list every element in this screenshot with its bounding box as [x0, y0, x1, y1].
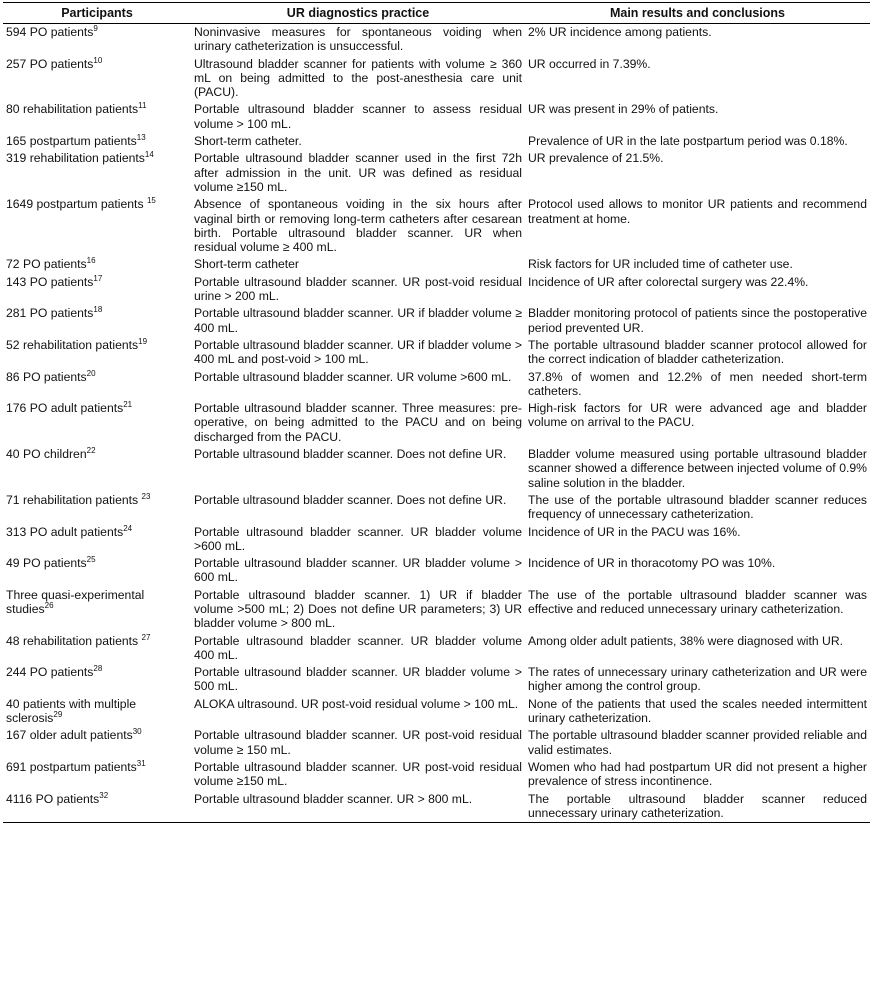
cell-practice: Absence of spontaneous voiding in the six hours after vaginal birth or removing long-term catheters after cesarean birth. Portable ultrasound bladder scanner. UR when residual volume ≥ 400 mL. [194, 197, 522, 255]
reference-number: 30 [132, 727, 142, 737]
participants-text: 71 rehabilitation patients [6, 492, 142, 507]
reference-number: 26 [44, 600, 54, 610]
table-row [3, 369, 870, 401]
table-row [3, 664, 870, 696]
participants-text: 244 PO patients [6, 665, 94, 680]
table-row [3, 555, 870, 587]
cell-results: Incidence of UR after colorectal surgery was 22.4%. [528, 274, 809, 289]
table-row [3, 256, 870, 273]
participants-text: 319 rehabilitation patients [6, 151, 145, 166]
cell-results: The portable ultrasound bladder scanner provided reliable and valid estimates. [528, 728, 867, 757]
cell-results: The portable ultrasound bladder scanner protocol allowed for the correct indication of bladder catheterization. [528, 337, 867, 367]
cell-practice: Portable ultrasound bladder scanner. Does not define UR. [194, 447, 507, 462]
cell-participants [3, 759, 191, 791]
cell-results: Risk factors for UR included time of catheter use. [528, 257, 793, 272]
cell-practice: Portable ultrasound bladder scanner. UR bladder volume > 600 mL. [194, 556, 522, 585]
participants-text: 1649 postpartum patients [6, 197, 147, 212]
cell-participants [3, 337, 191, 369]
cell-participants [3, 446, 191, 492]
reference-number: 15 [146, 196, 156, 206]
cell-results: None of the patients that used the scales needed intermittent urinary catheterization. [528, 696, 867, 726]
participants-text: 52 rehabilitation patients [6, 337, 139, 352]
cell-results: Women who had had postpartum UR did not present a higher prevalence of stress incontinence. [528, 759, 867, 789]
table-row [3, 446, 870, 492]
reference-number: 27 [141, 632, 151, 642]
reference-number: 10 [93, 55, 103, 65]
cell-participants [3, 256, 191, 273]
cell-participants [3, 56, 191, 102]
participants-text: 48 rehabilitation patients [6, 633, 142, 648]
reference-number: 13 [136, 133, 146, 143]
cell-practice: Portable ultrasound bladder scanner. Three measures: pre-operative, on being admitted to the PACU and on being discharged from the PACU. [194, 401, 522, 444]
reference-number: 23 [141, 491, 151, 501]
cell-practice: Portable ultrasound bladder scanner used in the first 72h after admission in the unit. UR was defined as residual volume ≥150 mL. [194, 151, 522, 194]
cell-results: Protocol used allows to monitor UR patients and recommend treatment at home. [528, 197, 867, 226]
reference-number: 20 [86, 368, 96, 378]
reference-number: 21 [123, 400, 133, 410]
reference-number: 24 [123, 523, 133, 533]
table-row [3, 274, 870, 306]
participants-text: 86 PO patients [6, 369, 87, 384]
cell-participants [3, 305, 191, 337]
cell-practice: Portable ultrasound bladder scanner. UR post-void residual volume ≥ 150 mL. [194, 728, 522, 757]
participants-text: 80 rehabilitation patients [6, 102, 139, 117]
participants-text: 257 PO patients [6, 56, 94, 71]
participants-text: 143 PO patients [6, 274, 94, 289]
cell-participants [3, 24, 191, 56]
table-row [3, 101, 870, 133]
participants-text: 281 PO patients [6, 306, 94, 321]
cell-participants [3, 133, 191, 150]
table-row [3, 727, 870, 759]
table-row [3, 524, 870, 556]
cell-practice: Portable ultrasound bladder scanner. UR > 800 mL. [191, 791, 525, 823]
cell-practice: Portable ultrasound bladder scanner. UR post-void residual urine > 200 mL. [194, 274, 522, 304]
participants-text: 4116 PO patients [6, 791, 100, 806]
participants-text: 40 patients with multiple sclerosis [6, 696, 137, 726]
cell-results: High-risk factors for UR were advanced age and bladder volume on arrival to the PACU. [528, 401, 867, 430]
table-row [3, 133, 870, 150]
table-header [3, 3, 870, 24]
cell-results: 2% UR incidence among patients. [528, 25, 712, 39]
cell-practice: Portable ultrasound bladder scanner. UR bladder volume 400 mL. [194, 633, 522, 662]
table-row [3, 492, 870, 524]
cell-results: Bladder volume measured using portable ultrasound bladder scanner showed a difference between injected volume of 0.9% saline solution in the bladder. [528, 447, 867, 490]
participants-text: 594 PO patients [6, 25, 94, 39]
cell-participants [3, 664, 191, 696]
studies-table [3, 2, 870, 823]
cell-practice: Portable ultrasound bladder scanner. UR bladder volume > 500 mL. [194, 665, 522, 694]
cell-practice: Short-term catheter [194, 257, 299, 272]
cell-practice: ALOKA ultrasound. UR post-void residual volume > 100 mL. [194, 696, 519, 711]
cell-participants [3, 369, 191, 401]
table-row [3, 587, 870, 633]
table-row [3, 196, 870, 256]
cell-results: 37.8% of women and 12.2% of men needed short-term catheters. [528, 369, 867, 398]
reference-number: 25 [86, 555, 96, 565]
cell-participants [3, 524, 191, 556]
table-row [3, 759, 870, 791]
cell-practice: Short-term catheter. [194, 134, 302, 149]
participants-text: 49 PO patients [6, 556, 87, 571]
table-row [3, 696, 870, 728]
cell-results: The portable ultrasound bladder scanner reduced unnecessary urinary catheterization. [525, 791, 870, 823]
reference-number: 22 [86, 445, 96, 455]
reference-number: 32 [99, 790, 109, 800]
cell-results: The use of the portable ultrasound bladder scanner reduces frequency of unnecessary catheterization. [528, 492, 867, 522]
participants-text: 313 PO adult patients [6, 524, 124, 539]
participants-text: 176 PO adult patients [6, 401, 124, 416]
reference-number: 29 [53, 710, 63, 719]
participants-text: Three quasi-experimental studies [6, 587, 145, 616]
participants-text: 691 postpartum patients [6, 759, 137, 774]
reference-number: 18 [93, 305, 103, 315]
participants-text: 167 older adult patients [6, 728, 133, 743]
cell-results: Incidence of UR in thoracotomy PO was 10%. [528, 556, 776, 571]
cell-practice: Portable ultrasound bladder scanner. UR post-void residual volume ≥150 mL. [194, 759, 522, 789]
cell-practice: Noninvasive measures for spontaneous voiding when urinary catheterization is unsuccessful. [194, 25, 522, 54]
cell-participants [3, 196, 191, 256]
reference-number: 11 [138, 101, 147, 111]
table-row [3, 24, 870, 56]
cell-participants [3, 400, 191, 446]
reference-number: 31 [136, 758, 146, 768]
cell-results: The use of the portable ultrasound bladder scanner was effective and reduced unnecessary urinary catheterization. [528, 587, 867, 616]
reference-number: 28 [93, 664, 103, 674]
table-row [3, 633, 870, 665]
cell-practice: Portable ultrasound bladder scanner to assess residual volume > 100 mL. [194, 102, 522, 131]
table-row [3, 150, 870, 196]
table-row [3, 337, 870, 369]
header-row [3, 3, 870, 24]
participants-text: 72 PO patients [6, 257, 87, 272]
cell-participants [3, 727, 191, 759]
cell-participants [3, 587, 191, 633]
cell-practice: Portable ultrasound bladder scanner. 1) UR if bladder volume >500 mL; 2) Does not define UR parameters; 3) UR bladder volume > 800 mL. [194, 587, 522, 631]
table-body [3, 24, 870, 823]
header-participants: Participants [3, 3, 191, 24]
reference-number: 16 [86, 256, 96, 266]
cell-practice: Portable ultrasound bladder scanner. UR if bladder volume > 400 mL and post-void > 100 mL. [194, 337, 522, 367]
cell-participants [3, 101, 191, 133]
cell-results: UR prevalence of 21.5%. [528, 151, 664, 166]
cell-practice: Portable ultrasound bladder scanner. UR volume >600 mL. [194, 369, 512, 384]
cell-results: UR was present in 29% of patients. [528, 102, 719, 117]
cell-results: Prevalence of UR in the late postpartum period was 0.18%. [528, 134, 848, 149]
cell-practice: Ultrasound bladder scanner for patients with volume ≥ 360 mL on being admitted to the post-anesthesia care unit (PACU). [194, 56, 522, 100]
table-row [3, 56, 870, 102]
cell-participants [3, 696, 191, 728]
cell-participants [3, 555, 191, 587]
cell-results: Incidence of UR in the PACU was 16%. [528, 524, 741, 539]
cell-participants [3, 791, 191, 823]
participants-text: 165 postpartum patients [6, 134, 137, 149]
reference-number: 17 [93, 273, 103, 283]
header-results: Main results and conclusions [525, 3, 870, 24]
cell-results: Bladder monitoring protocol of patients since the postoperative period prevented UR. [528, 306, 867, 335]
reference-number: 9 [93, 23, 98, 33]
cell-participants [3, 492, 191, 524]
reference-number: 14 [144, 150, 154, 160]
header-practice: UR diagnostics practice [191, 3, 525, 24]
table-row [3, 305, 870, 337]
cell-results: The rates of unnecessary urinary catheterization and UR were higher among the control group. [528, 665, 867, 694]
cell-results: UR occurred in 7.39%. [528, 56, 651, 71]
cell-participants [3, 150, 191, 196]
cell-participants [3, 274, 191, 306]
table-row [3, 400, 870, 446]
cell-practice: Portable ultrasound bladder scanner. Does not define UR. [194, 492, 507, 507]
cell-participants [3, 633, 191, 665]
cell-practice: Portable ultrasound bladder scanner. UR if bladder volume ≥ 400 mL. [194, 306, 522, 335]
reference-number: 19 [138, 336, 148, 346]
participants-text: 40 PO children [6, 447, 87, 462]
cell-practice: Portable ultrasound bladder scanner. UR bladder volume >600 mL. [194, 524, 522, 553]
table-row [3, 791, 870, 823]
cell-results: Among older adult patients, 38% were diagnosed with UR. [528, 633, 844, 648]
